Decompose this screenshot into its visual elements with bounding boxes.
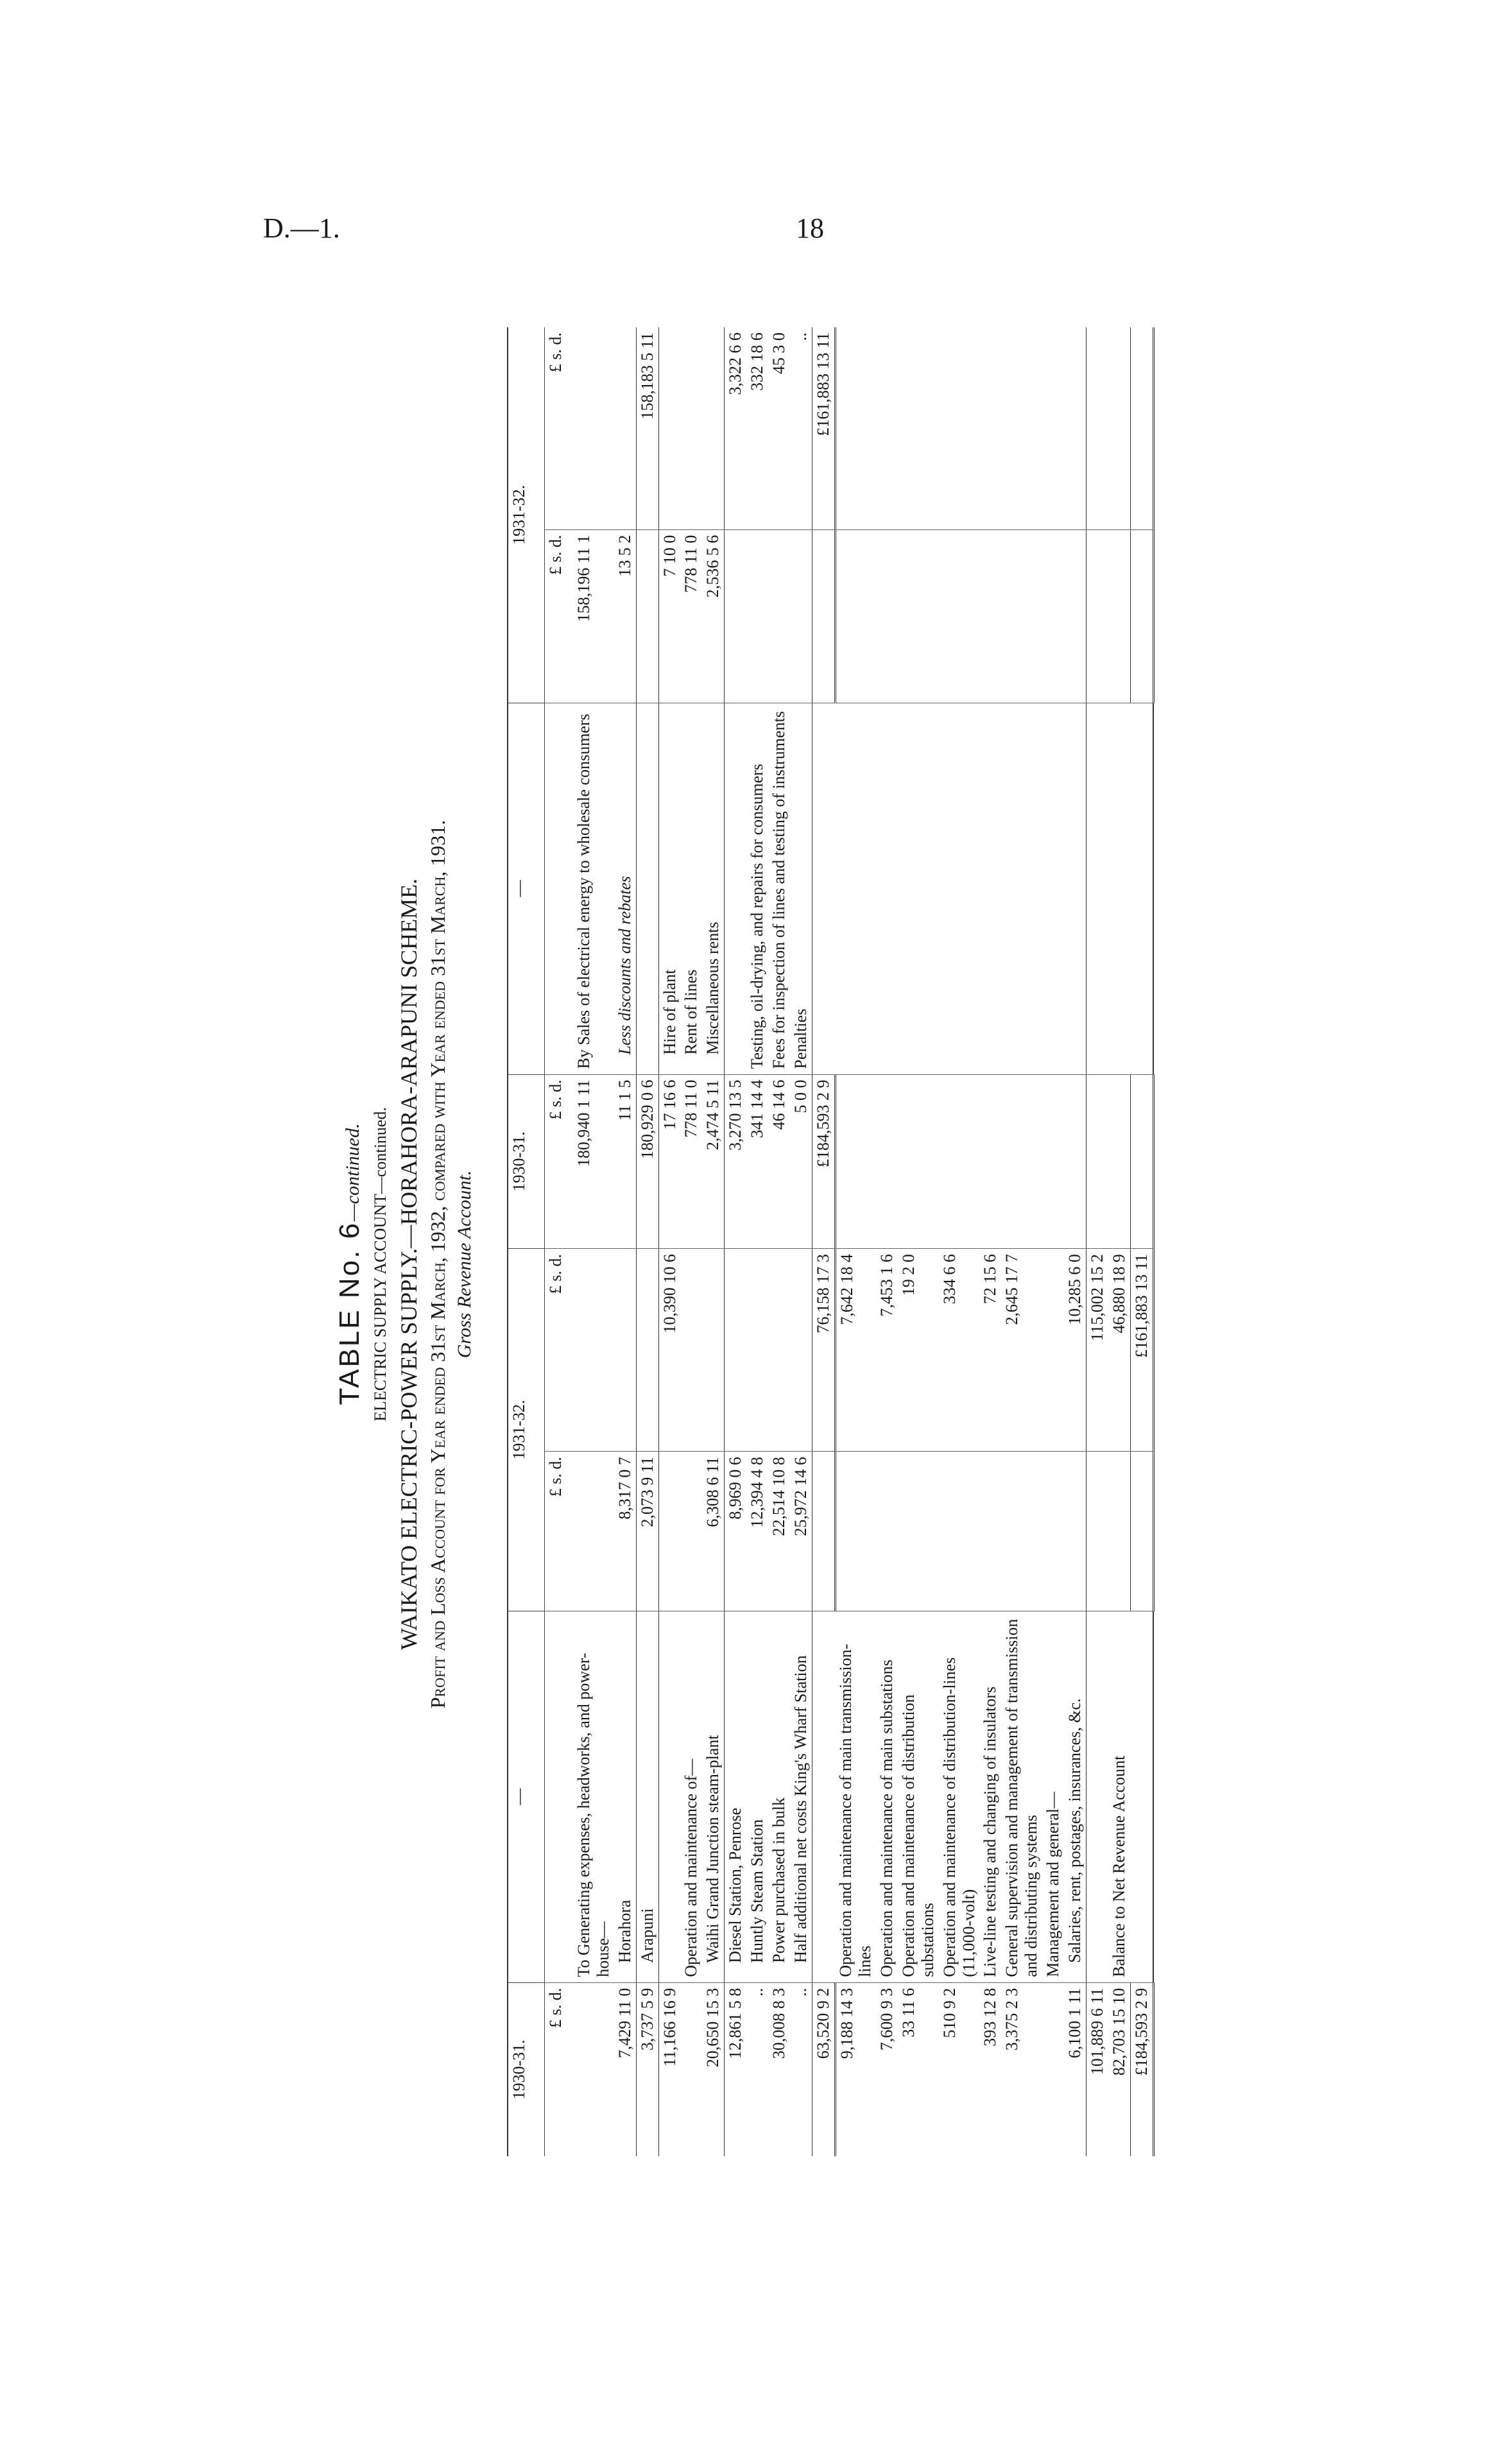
debit-outer-cell: 46,880 18 9 xyxy=(1108,1249,1130,1452)
credit-outer-cell xyxy=(835,327,876,529)
credit-outer-cell: .. xyxy=(790,327,812,529)
table-row xyxy=(658,327,680,2156)
units-row xyxy=(545,327,574,2156)
debit-inner-cell xyxy=(573,1452,614,1611)
debit-desc-cell: Salaries, rent, postages, insurances, &c. xyxy=(1064,1611,1086,1982)
credit-desc-cell xyxy=(979,703,1001,1074)
debit-prev-cell: 3,737 5 9 xyxy=(636,1982,658,2156)
debit-outer-cell: 7,453 1 6 xyxy=(876,1249,898,1452)
credit-outer-cell: 45 3 0 xyxy=(768,327,790,529)
credit-prev-cell xyxy=(1130,1074,1153,1249)
table-row xyxy=(614,327,636,2156)
table-row xyxy=(746,327,768,2156)
debit-inner-cell xyxy=(1086,1452,1108,1611)
debit-desc-cell: Operation and maintenance of main substations xyxy=(876,1611,898,1982)
table-row xyxy=(1001,327,1042,2156)
debit-outer-cell xyxy=(746,1249,768,1452)
debit-desc-cell: Diesel Station, Penrose xyxy=(725,1611,746,1982)
debit-prev-cell: £184,593 2 9 xyxy=(1130,1982,1153,2156)
account-title: ELECTRIC SUPPLY ACCOUNT—continued. xyxy=(371,1107,390,1421)
credit-inner-cell: 158,196 11 1 xyxy=(573,529,614,703)
credit-outer-cell xyxy=(614,327,636,529)
debit-inner-cell xyxy=(898,1452,939,1611)
title-block xyxy=(334,276,488,2253)
units-label: £ s. d. xyxy=(545,1452,574,1611)
debit-desc-cell xyxy=(658,1611,680,1982)
credit-prev-cell xyxy=(1086,1074,1108,1249)
credit-inner-cell xyxy=(812,529,835,703)
debit-prev-cell: 6,100 1 11 xyxy=(1065,1987,1084,2059)
debit-desc-cell: Operation and maintenance of main transmission-lines xyxy=(835,1611,876,1982)
debit-desc-cell: Balance to Net Revenue Account xyxy=(1108,1611,1130,1982)
credit-outer-cell: 3,322 6 6 xyxy=(725,327,746,529)
table-row xyxy=(835,327,876,2156)
credit-prev-cell xyxy=(1064,1074,1086,1249)
period-title: Profit and Loss Account for Year ended 31st March, 1932, compared with Year ended 31st March, 1931. xyxy=(426,820,449,1709)
table-number-suffix: —continued. xyxy=(342,1123,363,1221)
credit-outer-cell xyxy=(1108,327,1130,529)
debit-outer-cell: 7,642 18 4 xyxy=(835,1249,876,1452)
table-row xyxy=(1042,327,1064,2156)
credit-inner-cell xyxy=(1108,529,1130,703)
debit-inner-cell: 22,514 10 8 xyxy=(768,1452,790,1611)
credit-desc-header: — xyxy=(508,703,545,1074)
debit-prev-cell: 33 11 6 xyxy=(898,1987,918,2038)
credit-outer-cell: 332 18 6 xyxy=(746,327,768,529)
table-row xyxy=(1064,327,1086,2156)
credit-inner-cell xyxy=(1001,529,1042,703)
debit-prev-cell: 11,166 16 9 xyxy=(658,1982,680,2156)
debit-inner-cell: 2,073 9 11 xyxy=(636,1452,658,1611)
debit-outer-cell xyxy=(573,1249,614,1452)
credit-inner-cell xyxy=(979,529,1001,703)
credit-outer-cell xyxy=(1086,327,1108,529)
debit-inner-cell xyxy=(1042,1452,1064,1611)
debit-desc-header: — xyxy=(508,1611,545,1982)
credit-inner-cell xyxy=(746,529,768,703)
credit-desc-cell: Miscellaneous rents xyxy=(702,703,724,1074)
units-spacer xyxy=(545,703,574,1074)
debit-desc-cell: Power purchased in bulk xyxy=(768,1611,790,1982)
debit-inner-cell xyxy=(680,1452,702,1611)
credit-prev-cell xyxy=(835,1074,876,1249)
debit-outer-cell xyxy=(768,1249,790,1452)
debit-inner-cell xyxy=(812,1452,835,1611)
credit-desc-cell xyxy=(1108,703,1130,1074)
credit-outer-cell: £161,883 13 11 xyxy=(812,327,835,529)
table-row xyxy=(790,327,812,2156)
credit-desc-cell xyxy=(1086,703,1108,1074)
credit-outer-cell xyxy=(898,327,939,529)
debit-outer-cell: 76,158 17 3 xyxy=(812,1249,835,1452)
debit-desc-cell: General supervision and management of transmission and distributing systems xyxy=(1001,1611,1042,1982)
page-header xyxy=(0,212,1512,250)
debit-inner-cell xyxy=(876,1452,898,1611)
credit-desc-cell: Fees for inspection of lines and testing of instruments xyxy=(768,703,790,1074)
credit-desc-cell xyxy=(812,703,835,1074)
page-number: 18 xyxy=(796,212,824,244)
credit-inner-cell xyxy=(1042,529,1064,703)
debit-prev-cell xyxy=(680,1982,702,2156)
debit-prev-cell: 12,861 5 8 xyxy=(725,1982,746,2156)
credit-inner-cell xyxy=(1064,529,1086,703)
debit-prev-cell: 82,703 15 10 xyxy=(1109,1987,1128,2076)
debit-desc-cell: Waihi Grand Junction steam-plant xyxy=(702,1611,724,1982)
table-row xyxy=(1108,327,1130,2156)
debit-desc-cell: Huntly Steam Station xyxy=(746,1611,768,1982)
debit-desc-cell xyxy=(812,1611,835,1982)
debit-outer-cell xyxy=(702,1249,724,1452)
credit-desc-cell xyxy=(898,703,939,1074)
credit-prev-cell xyxy=(876,1074,898,1249)
credit-inner-cell: 778 11 0 xyxy=(680,529,702,703)
debit-outer-cell xyxy=(614,1249,636,1452)
credit-inner-cell xyxy=(636,529,658,703)
credit-prev-cell: 46 14 6 xyxy=(768,1074,790,1249)
credit-prev-cell: 11 1 5 xyxy=(614,1074,636,1249)
debit-outer-cell: 10,285 6 0 xyxy=(1064,1249,1086,1452)
credit-prev-cell xyxy=(898,1074,939,1249)
debit-desc-cell: Half additional net costs King's Wharf Station xyxy=(790,1611,812,1982)
account-subtitle: Gross Revenue Account. xyxy=(454,1170,475,1359)
debit-prev-cell: 510 9 2 xyxy=(940,1987,959,2038)
debit-prev-cell: 9,188 14 3 xyxy=(837,1987,856,2059)
debit-outer-cell: 2,645 17 7 xyxy=(1001,1249,1042,1452)
credit-outer-cell xyxy=(939,327,980,529)
credit-inner-cell xyxy=(898,529,939,703)
debit-desc-cell: Operation and maintenance of distribution substations xyxy=(898,1611,939,1982)
credit-inner-cell xyxy=(768,529,790,703)
debit-prev-cell: 63,520 9 2 xyxy=(812,1982,835,2156)
credit-outer-cell xyxy=(680,327,702,529)
debit-desc-cell: Live-line testing and changing of insulators xyxy=(979,1611,1001,1982)
credit-inner-cell: 13 5 2 xyxy=(614,529,636,703)
credit-inner-cell xyxy=(876,529,898,703)
debit-outer-cell xyxy=(1042,1249,1064,1452)
table-row xyxy=(636,327,658,2156)
debit-desc-cell xyxy=(1130,1611,1153,1982)
debit-desc-cell: Operation and maintenance of distribution-lines (11,000-volt) xyxy=(939,1611,980,1982)
gross-revenue-table xyxy=(507,327,1155,2156)
credit-prev-year-header: 1930-31. xyxy=(508,1074,545,1249)
debit-inner-cell xyxy=(658,1452,680,1611)
table-row xyxy=(979,327,1001,2156)
table-row xyxy=(1130,327,1153,2156)
debit-prev-cell: 30,008 8 3 xyxy=(769,1987,789,2059)
credit-desc-cell: Penalties xyxy=(790,703,812,1074)
credit-desc-cell: Testing, oil-drying, and repairs for consumers xyxy=(746,703,768,1074)
debit-inner-cell: 12,394 4 8 xyxy=(746,1452,768,1611)
debit-prev-cell: 393 12 8 xyxy=(981,1987,1000,2047)
credit-prev-cell: 2,474 5 11 xyxy=(702,1074,724,1249)
debit-curr-year-header: 1931-32. xyxy=(508,1249,545,1611)
credit-outer-cell xyxy=(1001,327,1042,529)
table-body xyxy=(545,327,1154,2156)
credit-desc-cell xyxy=(939,703,980,1074)
debit-prev-cell: .. xyxy=(748,1987,767,1996)
credit-prev-cell: 180,940 1 11 xyxy=(573,1074,614,1249)
debit-inner-cell: 6,308 6 11 xyxy=(702,1452,724,1611)
credit-desc-cell xyxy=(1042,703,1064,1074)
debit-inner-cell xyxy=(939,1452,980,1611)
credit-prev-cell xyxy=(979,1074,1001,1249)
credit-prev-cell xyxy=(939,1074,980,1249)
credit-curr-year-header: 1931-32. xyxy=(508,327,545,703)
table-row xyxy=(702,327,724,2156)
rotated-table-block xyxy=(334,276,1373,2253)
credit-desc-cell: Hire of plant xyxy=(658,703,680,1074)
credit-outer-cell xyxy=(1042,327,1064,529)
credit-desc-cell: Less discounts and rebates xyxy=(614,703,636,1074)
credit-inner-cell xyxy=(725,529,746,703)
debit-outer-cell: 10,390 10 6 xyxy=(658,1249,680,1452)
debit-outer-cell xyxy=(636,1249,658,1452)
document-code: D.—1. xyxy=(263,212,340,244)
units-label: £ s. d. xyxy=(545,327,574,529)
debit-prev-cell xyxy=(1042,1982,1064,2156)
credit-desc-cell: Rent of lines xyxy=(680,703,702,1074)
credit-desc-cell xyxy=(1130,703,1153,1074)
credit-desc-cell xyxy=(1001,703,1042,1074)
credit-inner-cell xyxy=(1130,529,1153,703)
credit-prev-cell: 5 0 0 xyxy=(790,1074,812,1249)
debit-prev-year-header: 1930-31. xyxy=(508,1982,545,2156)
credit-outer-cell xyxy=(876,327,898,529)
credit-outer-cell xyxy=(658,327,680,529)
debit-outer-cell xyxy=(725,1249,746,1452)
table-row xyxy=(939,327,980,2156)
table-number xyxy=(334,276,366,2253)
debit-outer-cell xyxy=(790,1249,812,1452)
table-row xyxy=(768,327,790,2156)
credit-inner-cell xyxy=(790,529,812,703)
units-label: £ s. d. xyxy=(545,1074,574,1249)
credit-prev-cell xyxy=(1042,1074,1064,1249)
debit-inner-cell xyxy=(835,1452,876,1611)
debit-prev-cell: 7,429 11 0 xyxy=(615,1987,634,2059)
debit-prev-cell: .. xyxy=(791,1987,810,1996)
credit-inner-cell: 2,536 5 6 xyxy=(702,529,724,703)
table-row xyxy=(680,327,702,2156)
table-row xyxy=(898,327,939,2156)
debit-desc-cell: Operation and maintenance of— xyxy=(680,1611,702,1982)
credit-prev-cell xyxy=(1001,1074,1042,1249)
debit-inner-cell: 8,317 0 7 xyxy=(614,1452,636,1611)
scheme-title: WAIKATO ELECTRIC-POWER SUPPLY.—HORAHORA-ARAPUNI SCHEME. xyxy=(396,878,422,1651)
credit-inner-cell xyxy=(835,529,876,703)
credit-outer-cell xyxy=(1130,327,1153,529)
credit-outer-cell xyxy=(702,327,724,529)
credit-desc-cell xyxy=(725,703,746,1074)
table-row xyxy=(725,327,746,2156)
credit-prev-cell: 341 14 4 xyxy=(746,1074,768,1249)
credit-desc-cell: By Sales of electrical energy to wholesale consumers xyxy=(573,703,614,1074)
debit-outer-cell: 19 2 0 xyxy=(898,1249,939,1452)
table-number-label: TABLE No. 6 xyxy=(334,1221,365,1405)
table-row xyxy=(573,327,614,2156)
debit-prev-cell: 101,889 6 11 xyxy=(1086,1982,1108,2156)
credit-prev-cell xyxy=(1108,1074,1130,1249)
credit-inner-cell xyxy=(939,529,980,703)
debit-outer-cell: 72 15 6 xyxy=(979,1249,1001,1452)
units-label: £ s. d. xyxy=(546,1987,565,2028)
credit-outer-cell xyxy=(979,327,1001,529)
credit-outer-cell xyxy=(1064,327,1086,529)
credit-prev-cell: £184,593 2 9 xyxy=(812,1074,835,1249)
debit-outer-cell: 334 6 6 xyxy=(939,1249,980,1452)
credit-outer-cell xyxy=(573,327,614,529)
debit-inner-cell xyxy=(1001,1452,1042,1611)
debit-inner-cell xyxy=(1108,1452,1130,1611)
debit-inner-cell: 8,969 0 6 xyxy=(725,1452,746,1611)
debit-prev-cell xyxy=(573,1982,614,2156)
table-row xyxy=(1086,327,1108,2156)
credit-prev-cell: 778 11 0 xyxy=(680,1074,702,1249)
debit-desc-cell: Arapuni xyxy=(636,1611,658,1982)
credit-prev-cell: 17 16 6 xyxy=(658,1074,680,1249)
credit-prev-cell: 3,270 13 5 xyxy=(725,1074,746,1249)
debit-inner-cell xyxy=(1130,1452,1153,1611)
credit-desc-cell xyxy=(876,703,898,1074)
debit-desc-cell xyxy=(1086,1611,1108,1982)
debit-outer-cell: 115,002 15 2 xyxy=(1086,1249,1108,1452)
debit-outer-cell xyxy=(680,1249,702,1452)
debit-inner-cell xyxy=(979,1452,1001,1611)
debit-inner-cell xyxy=(1064,1452,1086,1611)
debit-desc-cell: Management and general— xyxy=(1042,1611,1064,1982)
credit-desc-cell xyxy=(835,703,876,1074)
debit-prev-cell: 7,600 9 3 xyxy=(877,1987,896,2051)
credit-outer-cell: 158,183 5 11 xyxy=(636,327,658,529)
credit-desc-cell xyxy=(1064,703,1086,1074)
table-row xyxy=(876,327,898,2156)
debit-prev-cell: 20,650 15 3 xyxy=(703,1987,723,2068)
units-spacer xyxy=(545,1611,574,1982)
table-row xyxy=(812,327,835,2156)
credit-prev-cell: 180,929 0 6 xyxy=(636,1074,658,1249)
units-label: £ s. d. xyxy=(545,529,574,703)
debit-outer-cell: £161,883 13 11 xyxy=(1130,1249,1153,1452)
debit-prev-cell: 3,375 2 3 xyxy=(1002,1987,1022,2051)
units-label: £ s. d. xyxy=(545,1249,574,1452)
debit-desc-cell: To Generating expenses, headworks, and power-house— xyxy=(573,1611,614,1982)
credit-inner-cell: 7 10 0 xyxy=(658,529,680,703)
credit-inner-cell xyxy=(1086,529,1108,703)
debit-desc-cell: Horahora xyxy=(614,1611,636,1982)
debit-inner-cell: 25,972 14 6 xyxy=(790,1452,812,1611)
credit-desc-cell xyxy=(636,703,658,1074)
